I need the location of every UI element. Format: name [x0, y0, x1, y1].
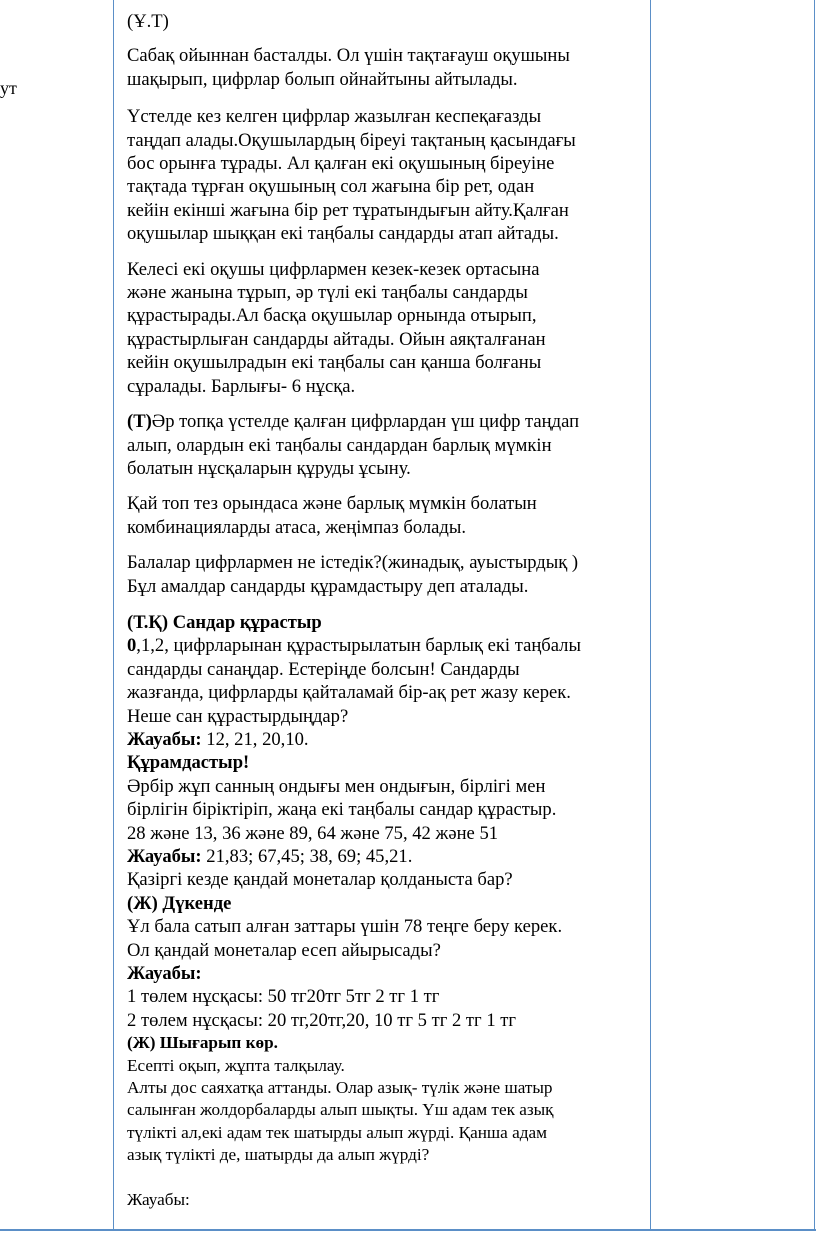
paragraph-winner: Қай топ тез орындаса және барлық мүмкін болатын комбинацияларды атаса, жеңімпаз болады.: [127, 493, 537, 538]
table-border-bottom: [0, 1229, 816, 1231]
section-heading: (Ж) Шығарып көр.: [127, 1033, 278, 1053]
section-compose-numbers: (Т.Қ) Сандар құрастыр 0,1,2, цифрларынан құрастырылатын барлық екі таңбалы сандарды санаңдар. Естеріңде болсын! Сандарды жазғанда, цифрларды қайталамай бір-ақ рет жазу керек. Неше сан құрастырдыңдар? Жауабы: 12, 21, 20,10. Құрамдастыр! Әрбір жұп санның ондығы мен ондығын, бірлігі мен бірлігін біріктіріп, жаңа екі таңбалы сандар құрастыр. 28 және 13, 36 және 89, 64 және 75, 42 және 51 Жауабы: 21,83; 67,45; 38, 69; 45,21. Қазіргі кезде қандай монеталар қолданыста бар? (Ж) Дүкенде Ұл бала сатып алған заттары үшін 78 теңге беру керек. Ол қандай монеталар есеп айырысады? Жауабы: 1 төлем нұсқасы: 50 тг20тг 5тг 2 тг 1 тг 2 төлем нұсқасы: 20 тг,20тг,20, 10 тг 5 тг 2 тг 1 тг: [127, 611, 581, 1031]
paragraph-intro: Сабақ ойыннан басталды. Ол үшін тақтағауш оқушыны шақырып, цифрлар болып ойнайтыны айтылады.: [127, 45, 570, 90]
paragraph-summary: Балалар цифрлармен не істедік?(жинадық, ауыстырдық ) Бұл амалдар сандарды құрамдастыру деп аталады.: [127, 552, 579, 597]
paragraph-game-rules: Үстелде кез келген цифрлар жазылған кеспеқағазды таңдап алады.Оқушылардың біреуі тақтаның қасындағы бос орынға тұрады. Ал қалған екі оқушының біреуіне тақтада тұрған оқушының сол жағына бір рет, одан кейін екінші жағына бір рет тұратындығын айту.Қалған оқушылар шыққан екі таңбалы сандарды атап айтады.: [127, 106, 576, 245]
section-heading: (Ж) Дүкенде: [127, 892, 232, 914]
left-column-text: ут: [0, 78, 17, 98]
heading-ut: (Ұ.Т): [127, 11, 169, 32]
section-heading: Құрамдастыр!: [127, 752, 250, 774]
table-border-left: [113, 0, 114, 1231]
section-solve-it: (Ж) Шығарып көр. Есепті оқып, жұпта талқылау. Алты дос саяхатқа аттанды. Олар азық- түлік және шатыр салынған жолдорбаларды алып шықты. Үш адам тек азық түлікті ал,екі адам тек шатырды алып жүрді. Қанша адам азық түлікті де, шатырды да алып жүрді? Жауабы:: [127, 1033, 554, 1210]
lesson-content: [127, 10, 642, 1212]
table-border-right: [814, 0, 815, 1231]
paragraph-next-students: Келесі екі оқушы цифрлармен кезек-кезек ортасына және жанына тұрып, әр түлі екі таңбалы сандарды құрастырады.Ал басқа оқушылар орнында отырып, құрастырлыған сандарды айтады. Ойын аяқталғанан кейін оқушылрадын екі таңбалы сан қанша болғаны сұралады. Барлығы- 6 нұсқа.: [127, 258, 546, 397]
table-border-middle: [650, 0, 651, 1231]
paragraph-group-task: (Т)Әр топқа үстелде қалған цифрлардан үш цифр таңдап алып, олардын екі таңбалы сандардан барлық мүмкін болатын нұсқаларын құруды ұсыну.: [127, 411, 580, 479]
section-heading: (Т.Қ) Сандар құрастыр: [127, 611, 322, 633]
